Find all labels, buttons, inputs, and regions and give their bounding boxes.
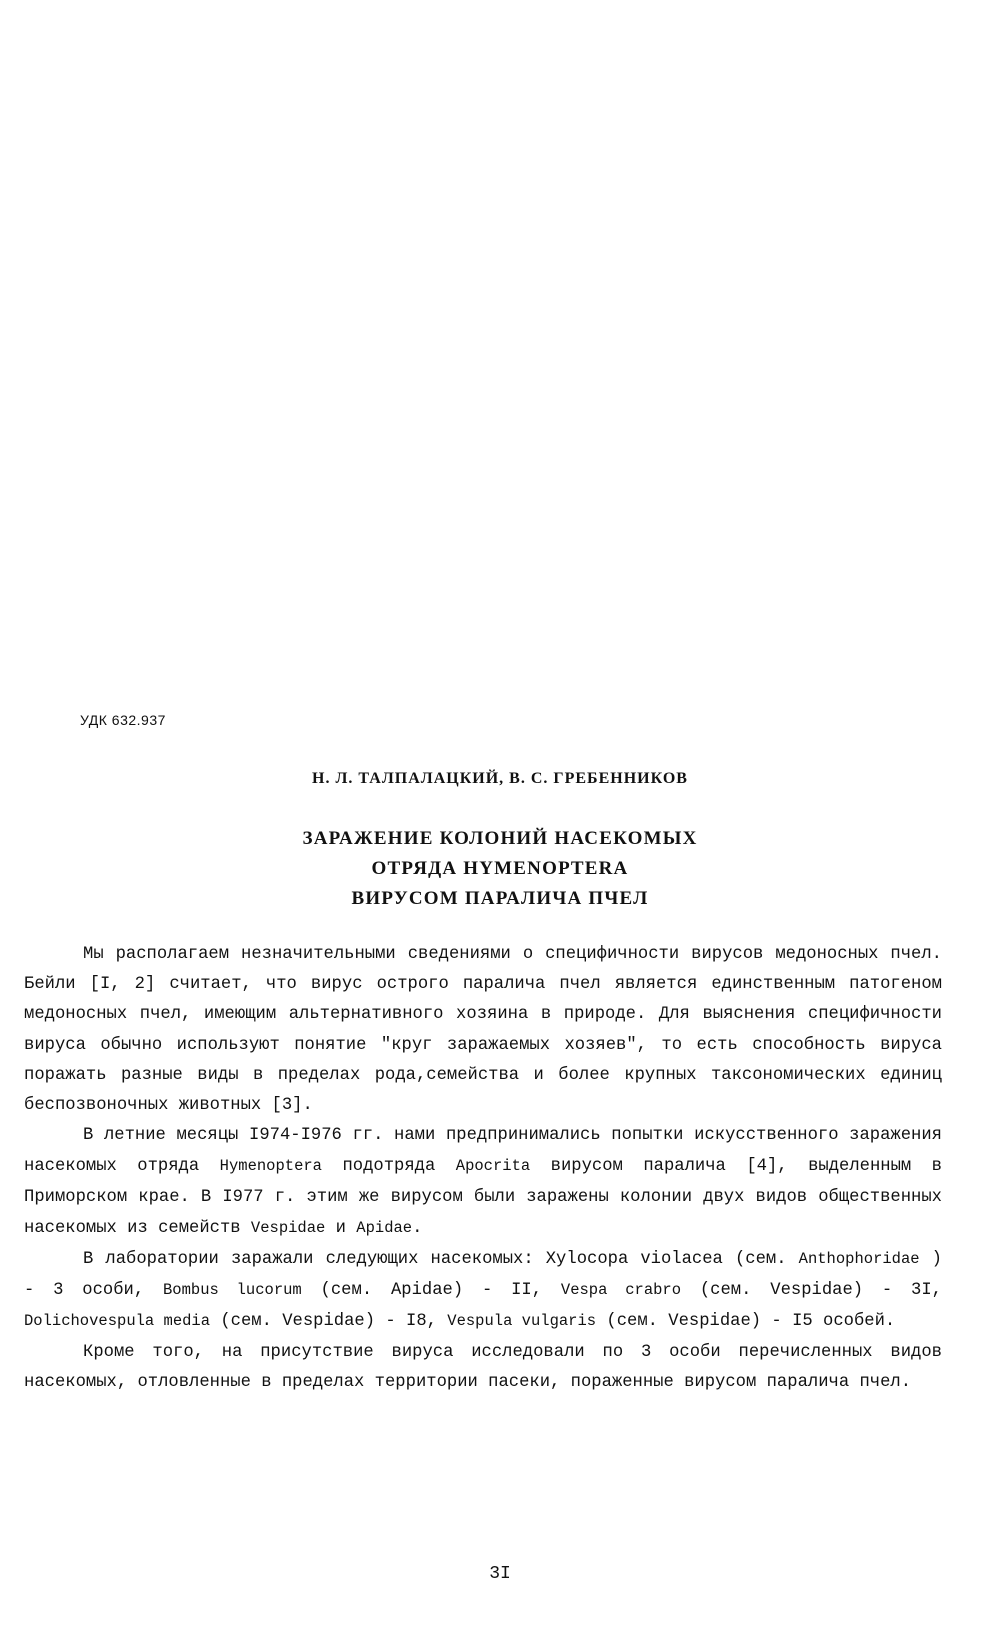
paragraph-3-text-c: ) - 3 особи, (24, 1250, 942, 1301)
paragraph-4: Кроме того, на присутствие вируса исследовали по 3 особи перечисленных видов насекомых, отловленные в пределах территории пасеки, пораженные вирусом паралича пчел. (24, 1342, 942, 1392)
taxon-dolichovespula-media: Dolichovespula media (24, 1312, 211, 1331)
taxon-vespa-crabro: Vespa crabro (560, 1281, 682, 1300)
taxon-vespidae: Vespidae (250, 1218, 326, 1237)
title-line-3: ВИРУСОМ ПАРАЛИЧА ПЧЕЛ (351, 888, 649, 909)
paragraph-3-text-g: (сем. Vespidae) - 3I, (681, 1281, 942, 1301)
article-title (0, 824, 1000, 914)
title-line-2: ОТРЯДА HYMENOPTERA (371, 858, 629, 879)
taxon-bombus-lucorum: Bombus lucorum (163, 1281, 302, 1300)
paragraph-2-text-e: вирусом паралича [4], выделенным в Приморском крае. В I977 г. этим же вирусом были заражены колонии двух видов общественных насекомых из семейств (24, 1157, 942, 1238)
title-line-1: ЗАРАЖЕНИЕ КОЛОНИЙ НАСЕКОМЫХ (302, 828, 698, 849)
taxon-apocrita: Apocrita (455, 1157, 531, 1176)
paragraph-3-text-i: (сем. Vespidae) - I8, (210, 1312, 448, 1332)
paragraph-2 (24, 1121, 942, 1244)
paragraph-3-text-k: (сем. Vespidae) - I5 особей. (596, 1312, 896, 1332)
paragraph-3 (24, 1244, 942, 1338)
taxon-anthophoridae: Anthophoridae (798, 1250, 920, 1269)
paragraph-2-text-g: и (325, 1218, 357, 1238)
taxon-vespula-vulgaris: Vespula vulgaris (447, 1312, 597, 1331)
authors-line: Н. Л. ТАЛПАЛАЦКИЙ, В. С. ГРЕБЕННИКОВ (312, 770, 688, 787)
paragraph-2-text-a: В летние месяцы I974-I976 гг. нами предпринимались попытки искусственного заражения насекомых отряда (24, 1126, 942, 1177)
paragraph-3-text-e: (сем. Apidae) - II, (301, 1281, 561, 1301)
paragraph-2-text-c: подотряда (322, 1157, 456, 1177)
paragraph-1: Мы располагаем незначительными сведениями о специфичности вирусов медоносных пчел. Бейли [I, 2] считает, что вирус острого паралича пчел является единственным патогеном медоносных пчел, имеющим альтернативного хозяина в природе. Для выяснения специфичности вируса обычно используют понятие "круг заражаемых хозяев", то есть способность вируса поражать разные виды в пределах рода,семейства и более крупных таксономических единиц беспозвоночных животных [3]. (24, 945, 942, 1116)
udk-code: УДК 632.937 (80, 712, 166, 728)
paragraph-2-text-i: . (412, 1218, 423, 1238)
paragraph-3-text-a: В лаборатории заражали следующих насекомых: Xylocopa violacea (сем. (83, 1250, 799, 1270)
taxon-hymenoptera: Hymenoptera (219, 1157, 322, 1176)
article-body (24, 940, 942, 1398)
taxon-apidae: Apidae (356, 1218, 413, 1237)
page-number: 3I (489, 1564, 511, 1584)
